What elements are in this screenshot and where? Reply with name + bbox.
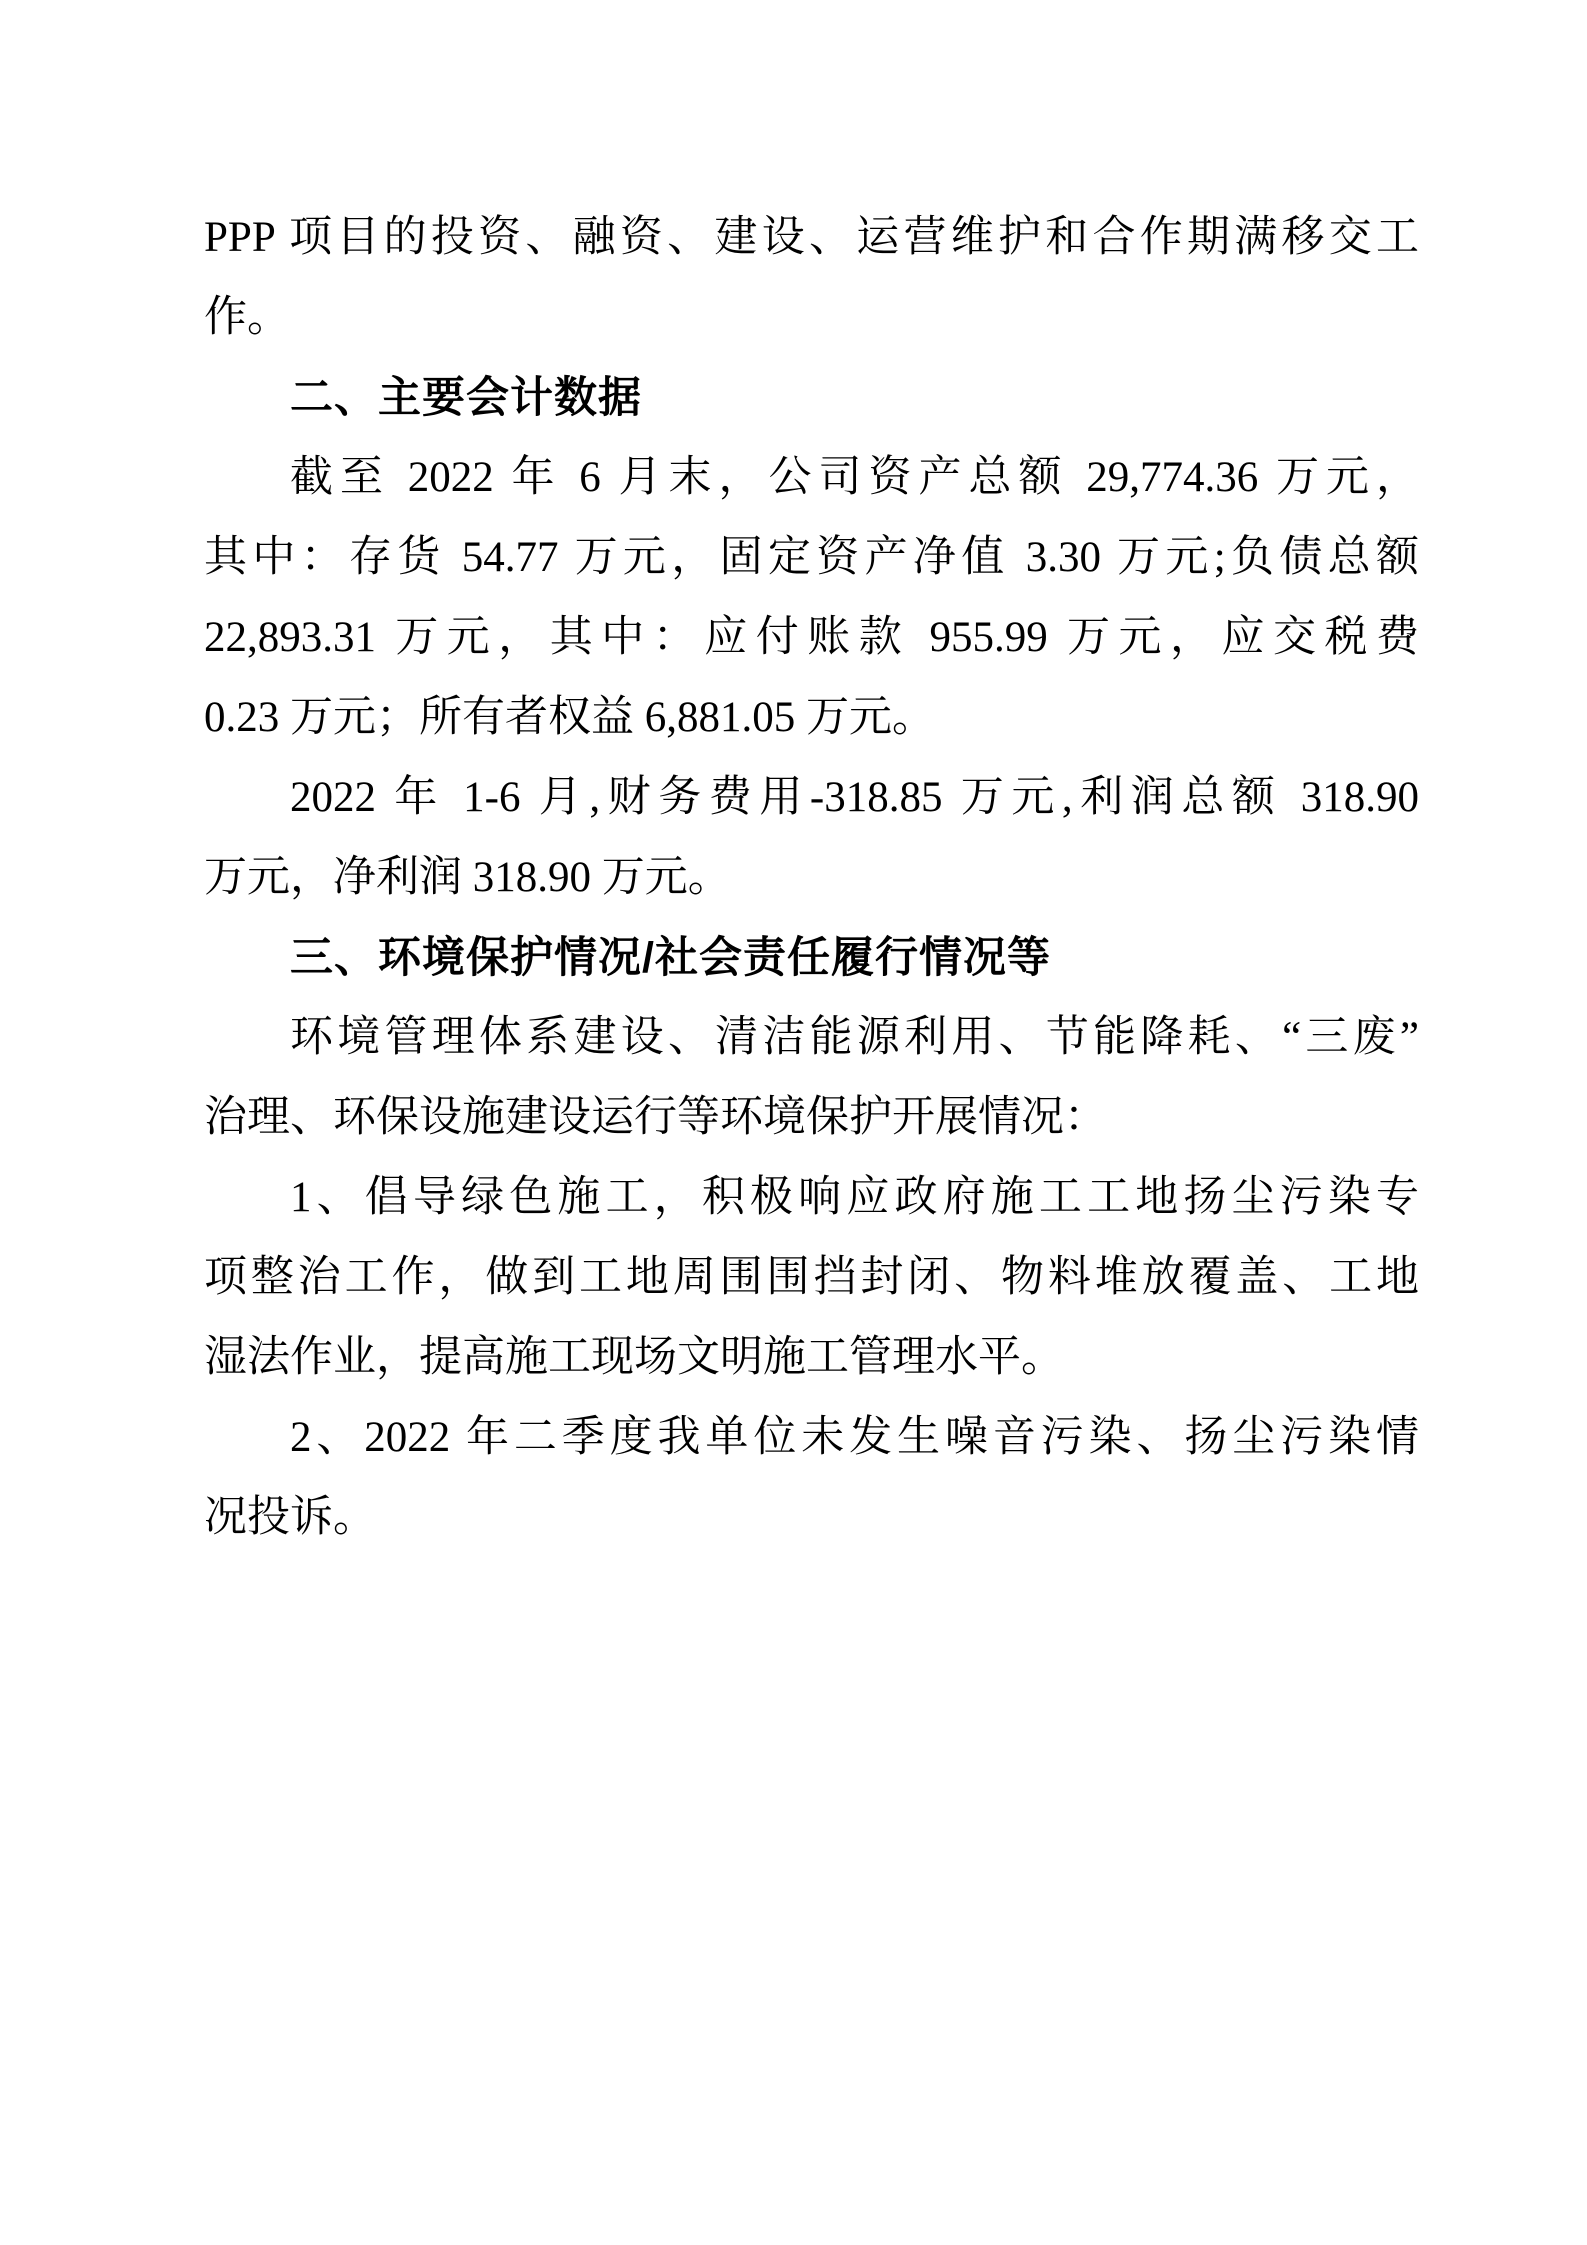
text-line: 2、2022 年二季度我单位未发生噪音污染、扬尘污染情 bbox=[290, 1414, 1419, 1461]
text-line: 治理、环保设施建设运行等环境保护开展情况： bbox=[204, 1094, 1107, 1141]
paragraph-ppp-continuation bbox=[204, 198, 1419, 358]
text-line: 况投诉。 bbox=[204, 1494, 376, 1541]
paragraph-no-complaints bbox=[204, 1398, 1419, 1558]
text-line: 万元，净利润 318.90 万元。 bbox=[204, 854, 731, 901]
text-line: 项整治工作，做到工地周围围挡封闭、物料堆放覆盖、工地 bbox=[204, 1254, 1419, 1301]
text-line: 其中：存货 54.77 万元，固定资产净值 3.30 万元;负债总额 bbox=[204, 534, 1419, 581]
paragraph-balance-sheet bbox=[204, 438, 1419, 758]
text-line: 湿法作业，提高施工现场文明施工管理水平。 bbox=[204, 1334, 1064, 1381]
section-heading-accounting-data bbox=[204, 358, 1419, 438]
text-line: 作。 bbox=[204, 294, 290, 341]
text-line: 环境管理体系建设、清洁能源利用、节能降耗、“三废” bbox=[290, 1014, 1419, 1061]
text-line: 22,893.31 万元，其中：应付账款 955.99 万元，应交税费 bbox=[204, 614, 1419, 661]
text-line: 截至 2022 年 6 月末，公司资产总额 29,774.36 万元， bbox=[290, 454, 1419, 501]
text-line: 2022 年 1-6 月,财务费用-318.85 万元,利润总额 318.90 bbox=[290, 774, 1419, 821]
text-line: 0.23 万元；所有者权益 6,881.05 万元。 bbox=[204, 694, 935, 741]
paragraph-environment-intro bbox=[204, 998, 1419, 1158]
text-line: PPP 项目的投资、融资、建设、运营维护和合作期满移交工 bbox=[204, 214, 1419, 261]
heading-text: 三、环境保护情况/社会责任履行情况等 bbox=[290, 934, 1051, 982]
paragraph-green-construction bbox=[204, 1158, 1419, 1398]
text-line: 1、倡导绿色施工，积极响应政府施工工地扬尘污染专 bbox=[290, 1174, 1419, 1221]
paragraph-income-statement bbox=[204, 758, 1419, 918]
heading-text: 二、主要会计数据 bbox=[290, 374, 642, 422]
section-heading-environment bbox=[204, 918, 1419, 998]
